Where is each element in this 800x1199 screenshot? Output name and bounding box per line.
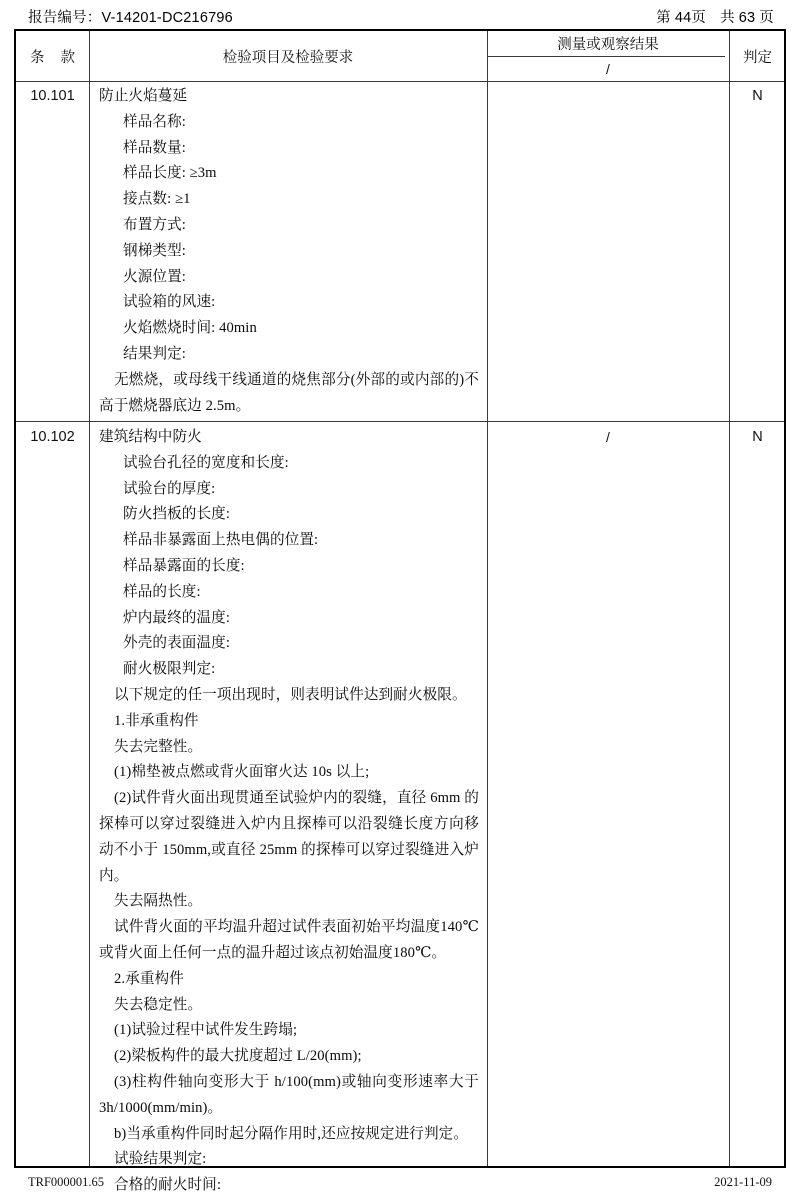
table-vertical-rule-result bbox=[487, 31, 488, 1166]
table-row-item-body bbox=[89, 425, 487, 1199]
item-line: 样品暴露面的长度: bbox=[123, 557, 245, 574]
item-line: 试验台孔径的宽度和长度: bbox=[123, 454, 289, 471]
header-measurement-result: 测量或观察结果 bbox=[557, 37, 659, 53]
item-line: (2)梁板构件的最大扰度超过 L/20(mm); bbox=[114, 1048, 362, 1065]
item-line: (1)试验过程中试件发生跨塌; bbox=[114, 1022, 298, 1039]
item-line: 火焰燃烧时间: 40min bbox=[123, 320, 257, 337]
item-line: 防火挡板的长度: bbox=[123, 506, 231, 523]
item-line: 2.承重构件 bbox=[114, 970, 184, 987]
table-row-verdict: N bbox=[752, 88, 763, 104]
item-line: 1.非承重构件 bbox=[114, 712, 199, 729]
table-row-divider bbox=[16, 421, 784, 422]
page-current: 44 bbox=[674, 10, 692, 26]
footer-date: 2021-11-09 bbox=[714, 1175, 772, 1189]
form-code: TRF000001.65 bbox=[28, 1175, 105, 1189]
item-line: 失去隔热性。 bbox=[114, 893, 203, 910]
report-number-label: 报告编号： bbox=[28, 10, 102, 26]
item-line: 试件背火面的平均温升超过试件表面初始平均温度140℃或背火面上任何一点的温升超过该点初始温度180℃。 bbox=[99, 919, 479, 961]
item-line: 失去完整性。 bbox=[114, 738, 203, 755]
total-prefix: 共 bbox=[720, 10, 735, 26]
report-number bbox=[14, 10, 233, 26]
header-clause: 条 款 bbox=[29, 49, 82, 66]
item-line: 试验结果判定: bbox=[114, 1151, 207, 1168]
item-line: 样品名称: bbox=[123, 113, 186, 130]
item-line: 样品非暴露面上热电偶的位置: bbox=[123, 532, 319, 549]
item-line: (3)柱构件轴向变形大于 h/100(mm)或轴向变形速率大于3h/1000(mm/min)。 bbox=[99, 1073, 479, 1116]
table-row-clause: 10.102 bbox=[30, 429, 75, 445]
item-line: 接点数: ≥1 bbox=[123, 191, 191, 208]
header-verdict: 判定 bbox=[743, 49, 772, 66]
table-vertical-rule-verdict bbox=[729, 31, 730, 1166]
item-line: 炉内最终的温度: bbox=[123, 609, 231, 626]
item-line: 耐火极限判定: bbox=[123, 661, 216, 678]
item-line: 样品长度: ≥3m bbox=[123, 165, 217, 182]
item-line: (1)棉垫被点燃或背火面窜火达 10s 以上; bbox=[114, 764, 370, 781]
table-header-bottom-rule bbox=[16, 81, 784, 82]
item-line: 合格的耐火时间: bbox=[114, 1177, 222, 1194]
item-line: b)当承重构件同时起分隔作用时,还应按规定进行判定。 bbox=[114, 1125, 469, 1142]
header-inspection-item: 检验项目及检验要求 bbox=[222, 49, 354, 66]
report-number-value: V-14201-DC216796 bbox=[101, 10, 233, 26]
running-head bbox=[14, 4, 786, 26]
item-line: 结果判定: bbox=[123, 345, 186, 362]
item-line: 样品数量: bbox=[123, 139, 186, 156]
item-line: 钢梯类型: bbox=[123, 242, 186, 259]
page-unit: 页 bbox=[691, 10, 707, 26]
item-line: 以下规定的任一项出现时，则表明试件达到耐火极限。 bbox=[114, 686, 467, 703]
header-measurement-result-sub: / bbox=[606, 60, 610, 77]
page-prefix: 第 bbox=[656, 10, 671, 26]
item-line: 样品的长度: bbox=[123, 583, 201, 600]
item-line: 失去稳定性。 bbox=[114, 996, 203, 1013]
item-line: (2)试件背火面出现贯通至试验炉内的裂缝，直径 6mm 的探棒可以穿过裂缝进入炉内且探棒可以沿裂缝长度方向移动不小于 150mm,或直径 25mm 的探棒可以穿过裂缝进入炉内。 bbox=[99, 790, 479, 884]
item-line: 火源位置: bbox=[123, 268, 186, 285]
table-row-verdict: N bbox=[752, 429, 763, 445]
item-line: 防止火焰蔓延 bbox=[99, 88, 188, 104]
item-line: 无燃烧，或母线干线通道的烧焦部分(外部的或内部的)不高于燃烧器底边 2.5m。 bbox=[99, 371, 479, 414]
item-line: 试验箱的风速: bbox=[123, 294, 216, 311]
total-unit: 页 bbox=[759, 10, 774, 26]
page-total: 63 bbox=[738, 10, 756, 26]
table-row-result: / bbox=[606, 429, 610, 445]
page-indicator bbox=[656, 10, 786, 26]
item-line: 建筑结构中防火 bbox=[99, 429, 202, 445]
table-row-item-body bbox=[89, 84, 487, 419]
item-line: 布置方式: bbox=[123, 216, 186, 233]
item-line: 外壳的表面温度: bbox=[123, 635, 231, 652]
page-footer bbox=[28, 1175, 772, 1190]
table-row-clause: 10.101 bbox=[30, 88, 75, 104]
item-line: 试验台的厚度: bbox=[123, 480, 216, 497]
